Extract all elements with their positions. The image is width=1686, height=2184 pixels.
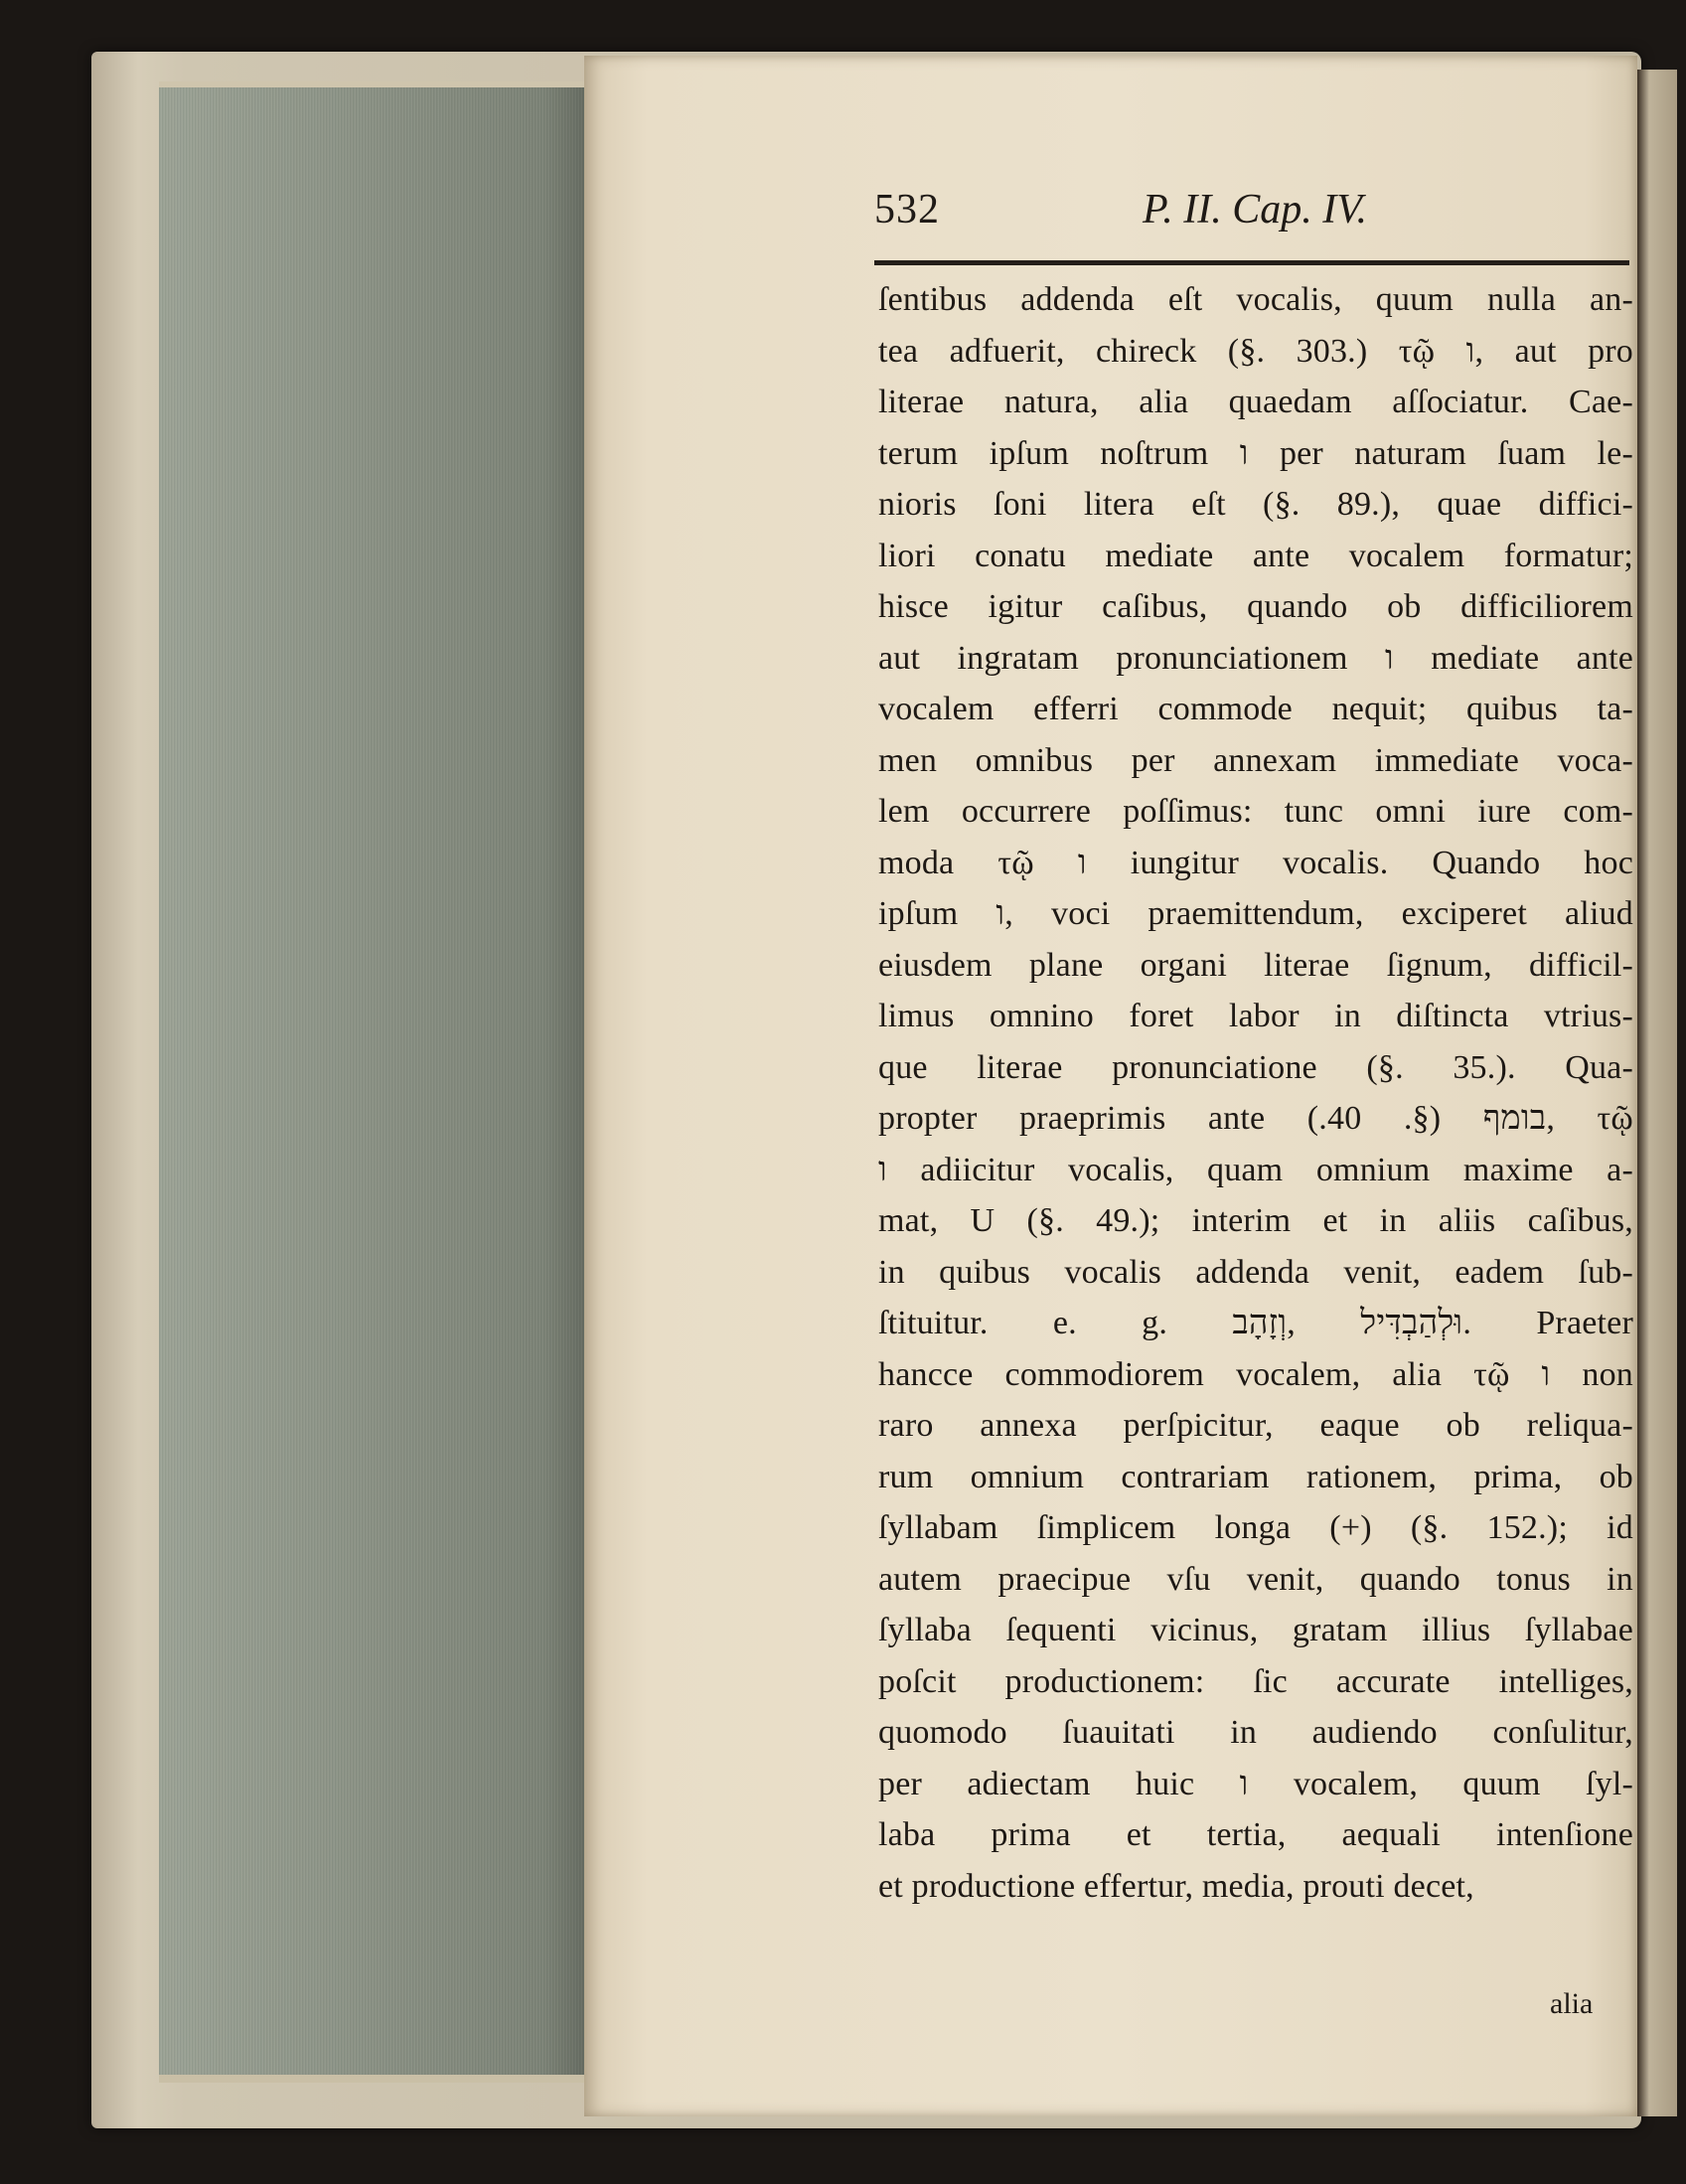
text-line: in quibus vocalis addenda venit, eadem ſub- (878, 1253, 1633, 1291)
text-line: hisce igitur caſibus, quando ob difficiliorem (878, 588, 1633, 625)
text-line: tea adfuerit, chireck (§. 303.) τῷ ו, aut pro (878, 332, 1633, 370)
text-line: laba prima et tertia, aequali intenſione (878, 1816, 1633, 1853)
catchword: alia (1550, 1987, 1594, 2020)
text-line: hancce commodiorem vocalem, alia τῷ ו non (878, 1355, 1633, 1393)
text-line: ipſum ו, voci praemittendum, exciperet aliud (878, 895, 1633, 932)
text-line: poſcit productionem: ſic accurate intelliges, (878, 1662, 1633, 1700)
text-line: mat, U (§. 49.); interim et in aliis caſibus, (878, 1202, 1633, 1239)
page-number: 532 (874, 187, 940, 233)
text-line: limus omnino foret labor in diſtincta vtrius- (878, 998, 1633, 1034)
text-line: quomodo ſuauitati in audiendo conſulitur, (878, 1714, 1633, 1751)
text-line: propter praeprimis ante בומף (§. 40.), τῷ (878, 1100, 1633, 1137)
body-text (878, 274, 1633, 1912)
text-line: et productione effertur, media, prouti decet, (878, 1867, 1474, 1905)
next-page-edge (1637, 70, 1677, 2116)
header-rule (874, 260, 1629, 265)
text-line: ו adiicitur vocalis, quam omnium maxime a- (878, 1151, 1633, 1188)
page-edges (159, 81, 586, 2083)
text-line: moda τῷ ו iungitur vocalis. Quando hoc (878, 844, 1633, 881)
text-line: ſyllaba ſequenti vicinus, gratam illius ſyllabae (878, 1612, 1633, 1648)
text-line: aut ingratam pronunciationem ו mediate ante (878, 639, 1634, 677)
text-line: vocalem efferri commode nequit; quibus ta- (878, 691, 1633, 727)
text-line: per adiectam huic ו vocalem, quum ſyl- (878, 1765, 1633, 1802)
text-line: raro annexa perſpicitur, eaque ob reliqua- (878, 1407, 1633, 1444)
text-line: liori conatu mediate ante vocalem formatur; (878, 537, 1633, 574)
text-line: nioris ſoni litera eſt (§. 89.), quae diffici- (878, 486, 1633, 523)
text-line: literae natura, alia quaedam aſſociatur. Cae- (878, 384, 1633, 420)
text-line: rum omnium contrariam rationem, prima, ob (878, 1458, 1633, 1495)
text-line: ſentibus addenda eſt vocalis, quum nulla an- (878, 281, 1633, 318)
running-head: P. II. Cap. IV. (1143, 187, 1367, 233)
text-line: lem occurrere poſſimus: tunc omni iure com- (878, 793, 1633, 830)
text-line: eiusdem plane organi literae ſignum, difficil- (878, 946, 1633, 984)
text-line: ſtituitur. e. g. וּלְהַבְדִּיל ,וְזָהָב. Praeter (878, 1305, 1633, 1341)
text-line: que literae pronunciatione (§. 35.). Qua- (878, 1048, 1633, 1086)
page-header (874, 174, 1629, 243)
text-line: ſyllabam ſimplicem longa (+) (§. 152.); id (878, 1509, 1633, 1546)
text-line: autem praecipue vſu venit, quando tonus in (878, 1560, 1633, 1598)
text-line: terum ipſum noſtrum ו per naturam ſuam le- (878, 434, 1633, 472)
text-line: men omnibus per annexam immediate voca- (878, 741, 1633, 779)
